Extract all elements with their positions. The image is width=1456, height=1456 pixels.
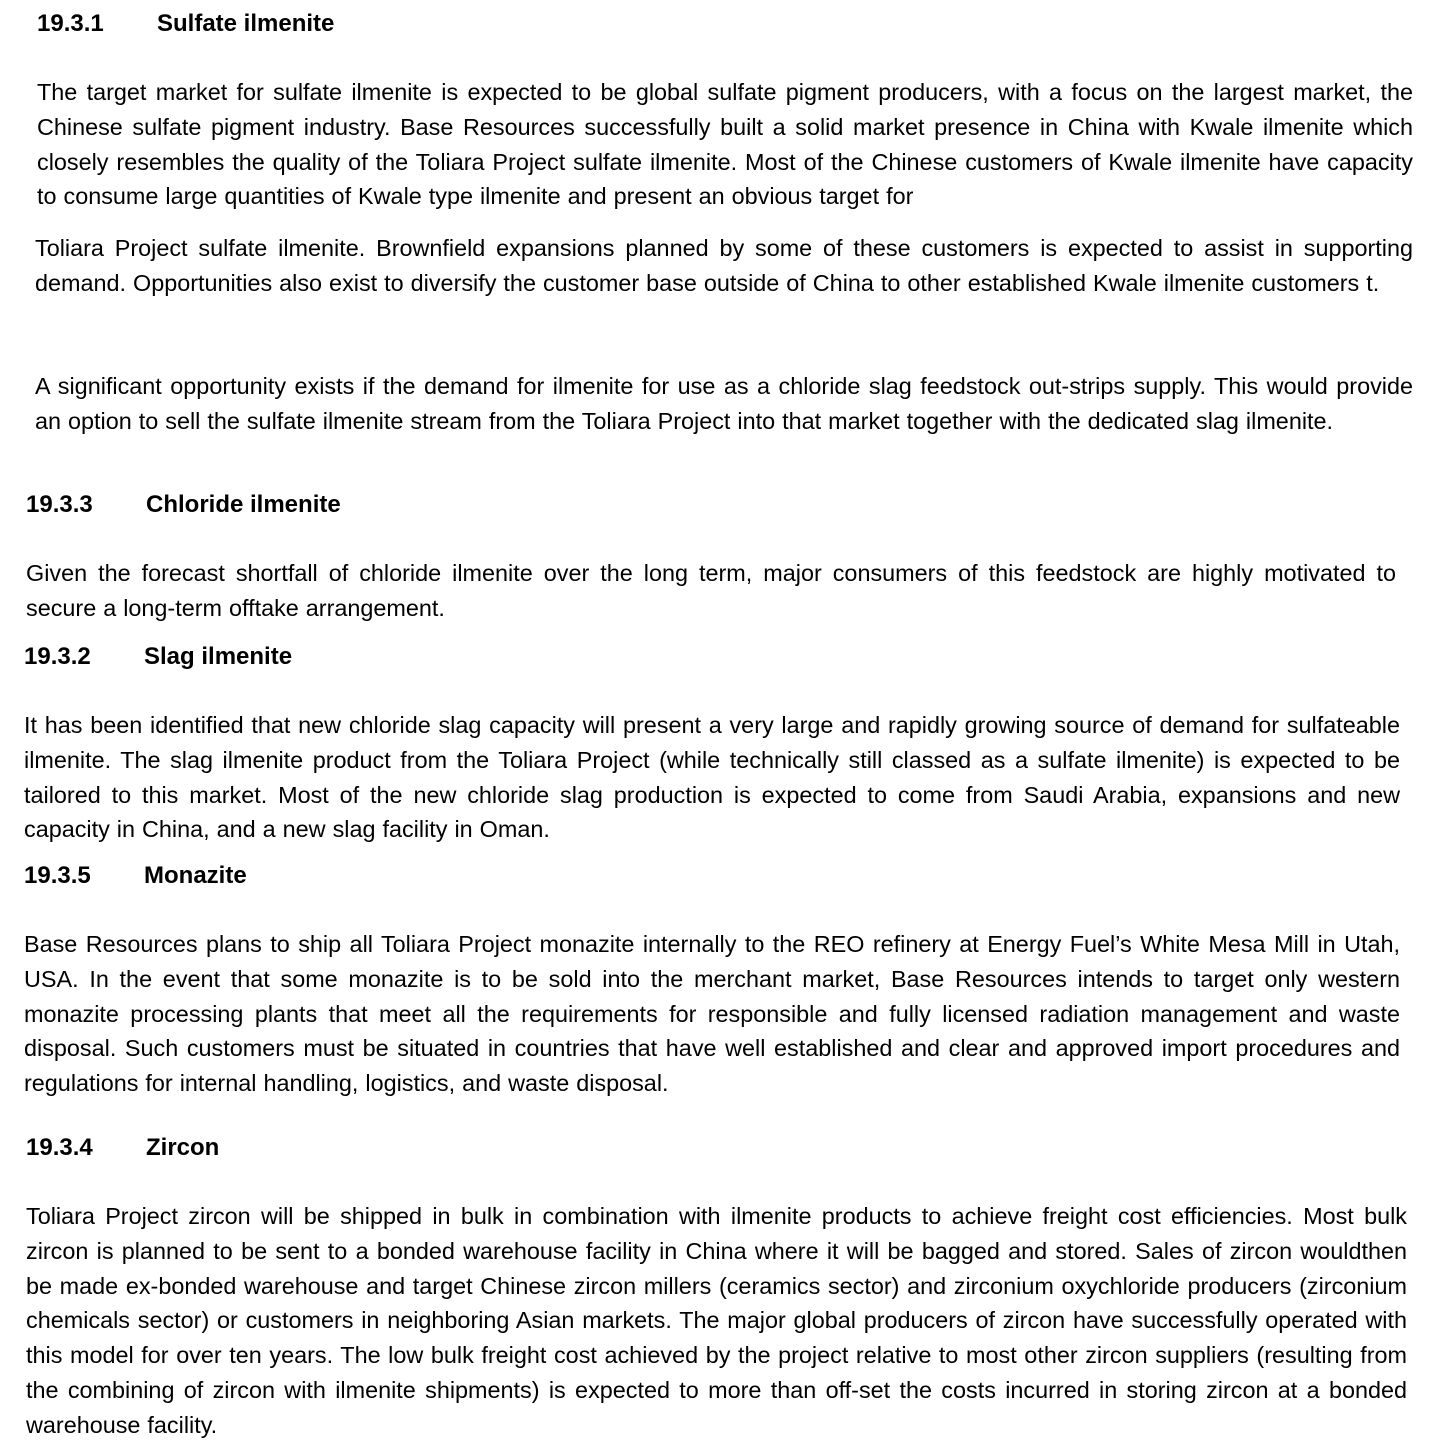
paragraph-zircon: Toliara Project zircon will be shipped in bulk in combination with ilmenite products to achieve freight cost efficiencies. Most bulk zircon is planned to be sent to a bonded warehouse facility in China where it will be bagged and stored. Sales of zircon wouldthen be made ex-bonded warehouse and target Chinese zircon millers (ceramics sector) and zirconium oxychloride producers (zirconium chemicals sector) or customers in neighboring Asian markets. The major global producers of zircon have successfully operated with this model for over ten years. The low bulk freight cost achieved by the project relative to most other zircon suppliers (resulting from the combining of zircon with ilmenite shipments) is expected to more than off-set the costs incurred in storing zircon at a bonded warehouse facility. bbox=[26, 1203, 1407, 1438]
section-title: Chloride ilmenite bbox=[146, 491, 341, 518]
section-title: Slag ilmenite bbox=[144, 643, 293, 670]
section-number: 19.3.3 bbox=[26, 491, 93, 518]
section-title: Zircon bbox=[146, 1134, 220, 1161]
section-number: 19.3.1 bbox=[37, 10, 104, 37]
paragraph-sulfate-opportunity: A significant opportunity exists if the demand for ilmenite for use as a chloride slag feedstock out-strips supply. This would provide an option to sell the sulfate ilmenite stream from the Toliara Project into that market together with the dedicated slag ilmenite. bbox=[35, 373, 1413, 434]
section-title: Monazite bbox=[144, 862, 247, 889]
section-number: 19.3.2 bbox=[24, 643, 91, 670]
section-number: 19.3.4 bbox=[26, 1134, 93, 1161]
section-heading-slag-ilmenite bbox=[24, 642, 292, 672]
paragraph-monazite: Base Resources plans to ship all Toliara Project monazite internally to the REO refinery at Energy Fuel’s White Mesa Mill in Utah, USA. In the event that some monazite is to be sold into the merchant market, Base Resources intends to target only western monazite processing plants that meet all the requirements for responsible and fully licensed radiation management and waste disposal. Such customers must be situated in countries that have well established and clear and approved import procedures and regulations for internal handling, logistics, and waste disposal. bbox=[24, 931, 1400, 1097]
section-heading-sulfate-ilmenite bbox=[37, 9, 334, 39]
section-heading-chloride-ilmenite bbox=[26, 490, 341, 520]
section-title: Sulfate ilmenite bbox=[157, 10, 335, 37]
paragraph-sulfate-demand: Toliara Project sulfate ilmenite. Brownfield expansions planned by some of these customers is expected to assist in supporting demand. Opportunities also exist to diversify the customer base outside of China to other established Kwale ilmenite customers t. bbox=[35, 235, 1413, 296]
paragraph-sulfate-target-market: The target market for sulfate ilmenite is expected to be global sulfate pigment producers, with a focus on the largest market, the Chinese sulfate pigment industry. Base Resources successfully built a solid market presence in China with Kwale ilmenite which closely resembles the quality of the Toliara Project sulfate ilmenite. Most of the Chinese customers of Kwale ilmenite have capacity to consume large quantities of Kwale type ilmenite and present an obvious target for bbox=[37, 79, 1413, 210]
paragraph-chloride-ilmenite: Given the forecast shortfall of chloride ilmenite over the long term, major consumers of this feedstock are highly motivated to secure a long-term offtake arrangement. bbox=[26, 560, 1396, 621]
paragraph-slag-ilmenite: It has been identified that new chloride slag capacity will present a very large and rapidly growing source of demand for sulfateable ilmenite. The slag ilmenite product from the Toliara Project (while technically still classed as a sulfate ilmenite) is expected to be tailored to this market. Most of the new chloride slag production is expected to come from Saudi Arabia, expansions and new capacity in China, and a new slag facility in Oman. bbox=[24, 712, 1400, 843]
section-heading-monazite bbox=[24, 861, 247, 891]
section-heading-zircon bbox=[26, 1133, 219, 1163]
section-number: 19.3.5 bbox=[24, 862, 91, 889]
